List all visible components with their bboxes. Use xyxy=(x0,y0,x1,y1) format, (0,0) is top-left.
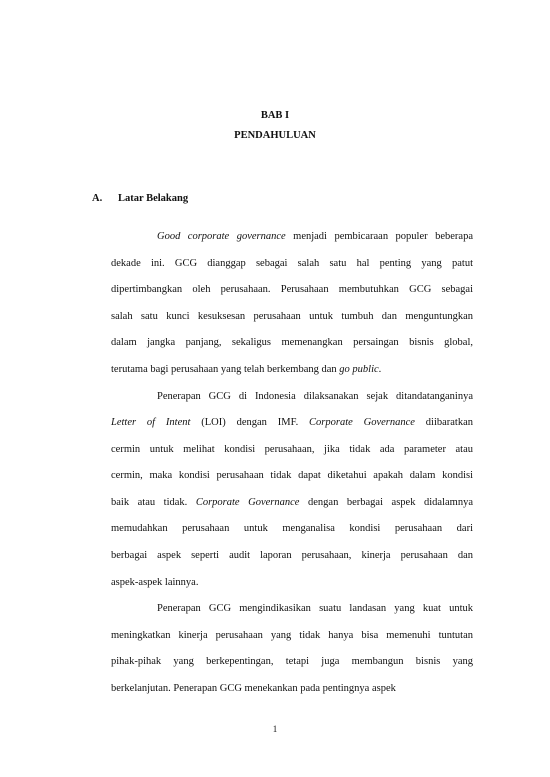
text-run: dengan berbagai aspek didalamnya xyxy=(299,497,473,508)
body-line xyxy=(111,603,473,614)
text-run: aspek-aspek lainnya. xyxy=(111,577,199,588)
section-heading xyxy=(92,193,188,204)
text-run: dekade ini. GCG dianggap sebagai salah satu hal penting yang patut xyxy=(111,258,473,269)
chapter-label: BAB I xyxy=(260,110,290,121)
text-run: (LOI) dengan IMF. xyxy=(190,417,310,428)
body-line xyxy=(111,497,473,508)
body-line xyxy=(111,284,473,295)
text-run: berkelanjutan. Penerapan GCG menekankan pada pentingnya aspek xyxy=(111,683,396,694)
text-run: cermin, maka kondisi perusahaan tidak dapat diketahui apakah dalam kondisi xyxy=(111,470,473,481)
body-line xyxy=(111,337,473,348)
text-run: cermin untuk melihat kondisi perusahaan, jika tidak ada parameter atau xyxy=(111,444,473,455)
body-line xyxy=(111,523,473,534)
section-number: A. xyxy=(92,193,103,204)
text-run: dalam jangka panjang, sekaligus memenangkan persaingan bisnis global, xyxy=(111,337,473,348)
page-number: 1 xyxy=(272,724,278,734)
body-line xyxy=(111,391,473,402)
body-line xyxy=(111,231,473,242)
section-title: Latar Belakang xyxy=(118,193,189,204)
text-run: diibaratkan xyxy=(414,417,474,428)
italic-term: go public xyxy=(339,364,379,375)
text-run: meningkatkan kinerja perusahaan yang tidak hanya bisa memenuhi tuntutan xyxy=(111,630,473,641)
text-run: . xyxy=(378,364,382,375)
italic-term: Letter of Intent xyxy=(111,417,191,428)
text-run: pihak-pihak yang berkepentingan, tetapi juga membangun bisnis yang xyxy=(111,656,473,667)
body-line xyxy=(111,444,473,455)
body-line xyxy=(111,550,473,561)
body-line xyxy=(111,683,473,694)
text-run: baik atau tidak. xyxy=(111,497,196,508)
text-run: berbagai aspek seperti audit laporan perusahaan, kinerja perusahaan dan xyxy=(111,550,473,561)
chapter-title: PENDAHULUAN xyxy=(234,130,316,141)
text-run: dipertimbangkan oleh perusahaan. Perusahaan membutuhkan GCG sebagai xyxy=(111,284,473,295)
italic-term: Corporate Governance xyxy=(195,497,300,508)
text-run: salah satu kunci kesuksesan perusahaan untuk tumbuh dan menguntungkan xyxy=(111,311,473,322)
body-line xyxy=(111,630,473,641)
text-run: terutama bagi perusahaan yang telah berkembang dan xyxy=(111,364,340,375)
text-run: menjadi pembicaraan populer beberapa xyxy=(285,231,473,242)
text-run: Penerapan GCG di Indonesia dilaksanakan sejak ditandatanganinya xyxy=(157,391,473,402)
body-line xyxy=(111,258,473,269)
italic-term: Good corporate governance xyxy=(157,231,286,242)
body-line xyxy=(111,364,473,375)
body-line xyxy=(111,470,473,481)
body-line xyxy=(111,656,473,667)
text-run: memudahkan perusahaan untuk menganalisa kondisi perusahaan dari xyxy=(111,523,473,534)
body-line xyxy=(111,417,473,428)
text-run: Penerapan GCG mengindikasikan suatu landasan yang kuat untuk xyxy=(157,603,473,614)
body-line xyxy=(111,577,473,588)
body-line xyxy=(111,311,473,322)
italic-term: Corporate Governance xyxy=(309,417,415,428)
